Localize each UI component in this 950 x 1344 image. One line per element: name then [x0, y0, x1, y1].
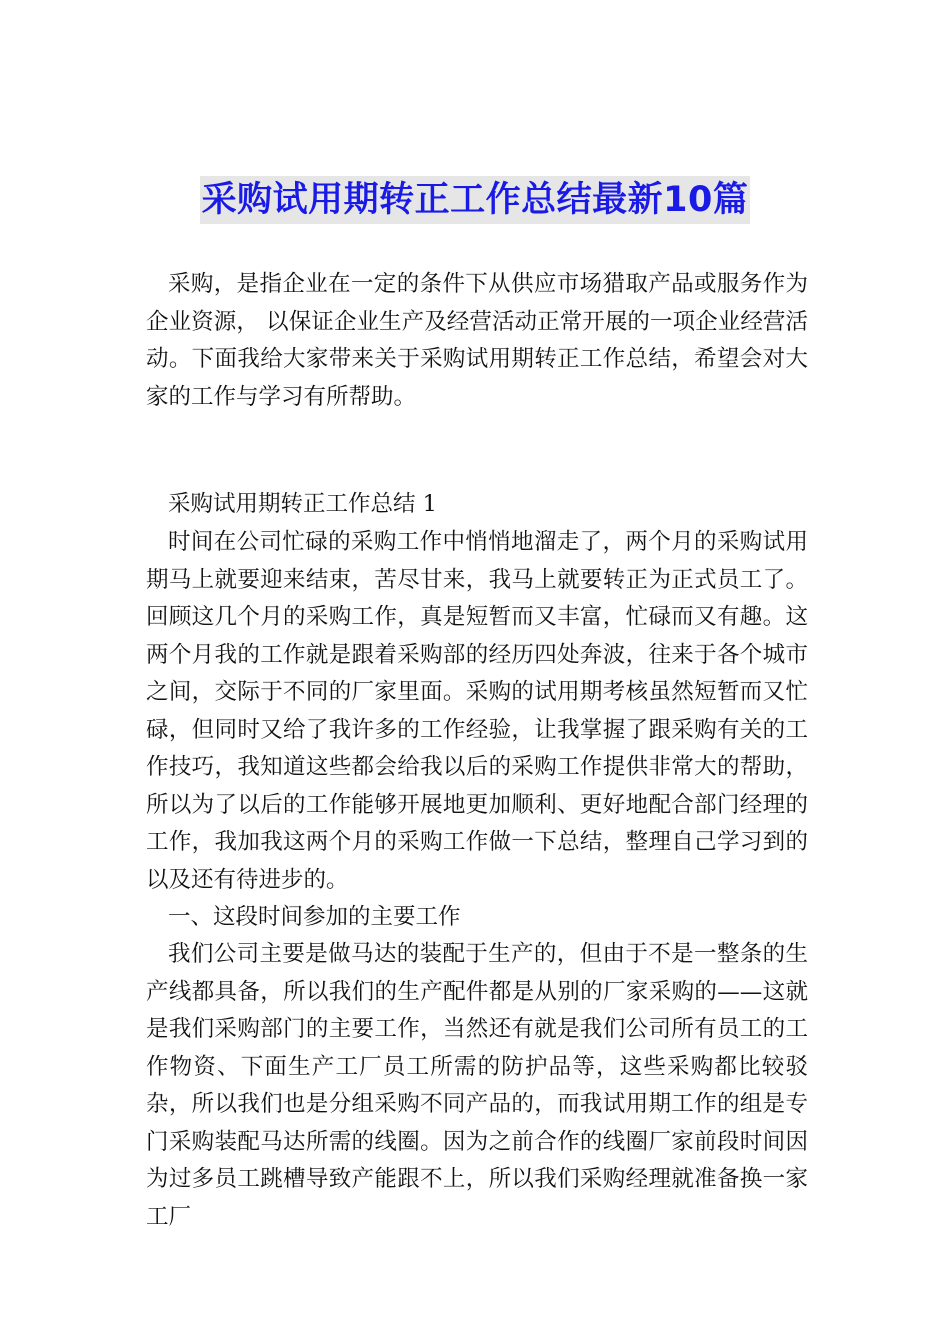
- title-container: [0, 176, 950, 224]
- document-title: 采购试用期转正工作总结最新10篇: [200, 176, 751, 224]
- body-paragraph-2: 我们公司主要是做马达的装配于生产的，但由于不是一整条的生产线都具备，所以我们的生产配件都是从别的厂家采购的——这就是我们采购部门的主要工作，当然还有就是我们公司所有员工的工作物资、下面生产工厂员工所需的防护品等，这些采购都比较驳杂，所以我们也是分组采购不同产品的，而我试用期工作的组是专门采购装配马达所需的线圈。因为之前合作的线圈厂家前段时间因为过多员工跳槽导致产能跟不上，所以我们采购经理就准备换一家工厂: [146, 941, 808, 1230]
- section-title: 采购试用期转正工作总结 1: [168, 491, 437, 517]
- section-heading: 一、这段时间参加的主要工作: [168, 904, 461, 930]
- intro-paragraph: 采购，是指企业在一定的条件下从供应市场猎取产品或服务作为企业资源， 以保证企业生产及经营活动正常开展的一项企业经营活动。下面我给大家带来关于采购试用期转正工作总结，希望会对大家的工作与学习有所帮助。: [146, 271, 808, 410]
- body-paragraph-1: 时间在公司忙碌的采购工作中悄悄地溜走了，两个月的采购试用期马上就要迎来结束，苦尽甘来，我马上就要转正为正式员工了。回顾这几个月的采购工作，真是短暂而又丰富，忙碌而又有趣。这两个月我的工作就是跟着采购部的经历四处奔波，往来于各个城市之间，交际于不同的厂家里面。采购的试用期考核虽然短暂而又忙碌，但同时又给了我许多的工作经验，让我掌握了跟采购有关的工作技巧，我知道这些都会给我以后的采购工作提供非常大的帮助，所以为了以后的工作能够开展地更加顺利、更好地配合部门经理的工作，我加我这两个月的采购工作做一下总结，整理自己学习到的以及还有待进步的。: [146, 529, 808, 893]
